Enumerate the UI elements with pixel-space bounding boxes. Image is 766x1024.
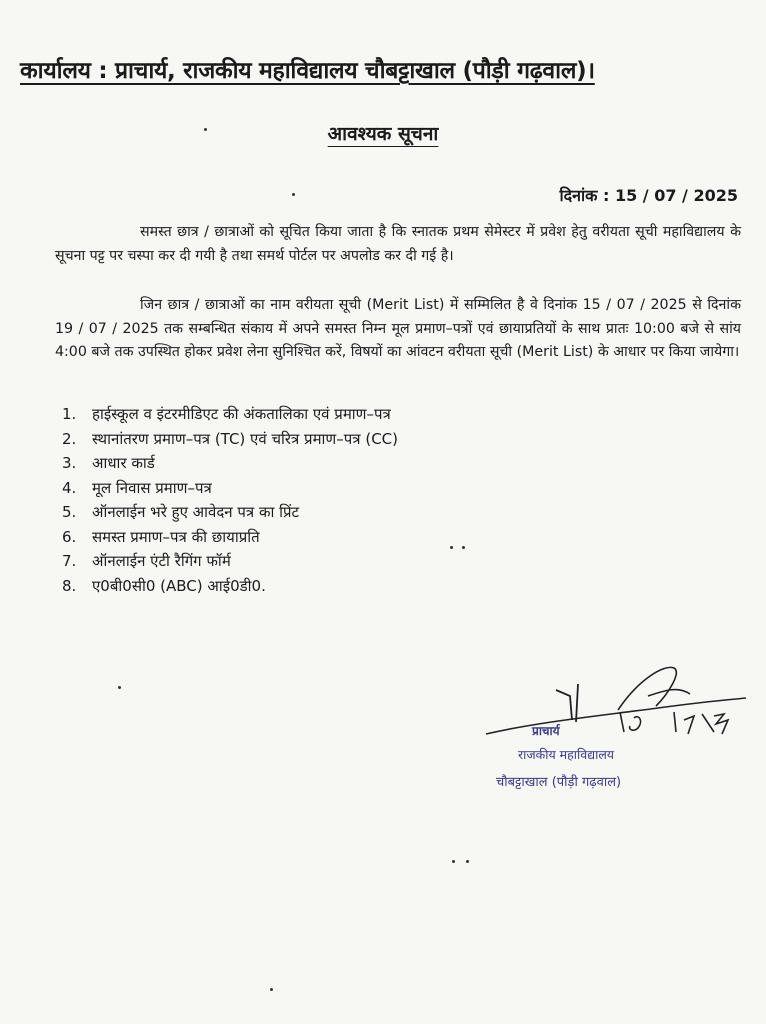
speck — [466, 860, 469, 863]
notice-date: दिनांक : 15 / 07 / 2025 — [559, 186, 738, 205]
stamp-designation: प्राचार्य — [532, 724, 560, 738]
speck — [292, 193, 295, 196]
notice-paragraph-2: जिन छात्र / छात्राओं का नाम वरीयता सूची (Merit List) में सम्मिलित है वे दिनांक 15 / 07 / 2025 से दिनांक 19 / 07 / 2025 तक सम्बन्धित संकाय में अपने समस्त निम्न मूल प्रमाण–पत्रों एवं छायाप्रतियों के साथ प्रातः 10:00 बजे से सांय 4:00 बजे तक उपस्थित होकर प्रवेश लेना सुनिश्चित करें, विषयों का आंवटन वरीयता सूची (Merit List) के आधार पर किया जायेगा। — [55, 297, 741, 360]
speck — [452, 860, 455, 863]
required-documents-list — [62, 402, 398, 598]
list-item: 4. मूल निवास प्रमाण–पत्र — [62, 478, 212, 497]
office-header: कार्यालय : प्राचार्य, राजकीय महाविद्यालय चौबट्टाखाल (पौड़ी गढ़वाल)। — [20, 58, 595, 84]
list-item: 1. हाईस्कूल व इंटरमीडिएट की अंकतालिका एवं प्रमाण–पत्र — [62, 405, 391, 423]
speck — [270, 988, 273, 991]
list-item: 5. ऑनलाईन भरे हुए आवेदन पत्र का प्रिंट — [62, 503, 300, 521]
list-item: 7. ऑनलाईन एंटी रैगिंग फॉर्म — [62, 552, 231, 570]
stamp-college: राजकीय महाविद्यालय — [518, 747, 615, 762]
list-item: 6. समस्त प्रमाण–पत्र की छायाप्रति — [62, 527, 260, 546]
stamp-place: चौबट्टाखाल (पौड़ी गढ़वाल) — [496, 775, 622, 790]
notice-paragraph-1: समस्त छात्र / छात्राओं को सूचित किया जाता है कि स्नातक प्रथम सेमेस्टर में प्रवेश हेतु वरीयता सूची महाविद्यालय के सूचना पट्ट पर चस्पा कर दी गयी है तथा समर्थ पोर्टल पर अपलोड कर दी गई है। — [55, 224, 741, 264]
notice-title: आवश्यक सूचना — [327, 123, 439, 145]
list-item: 3. आधार कार्ड — [62, 454, 155, 472]
speck — [462, 546, 465, 549]
speck — [450, 546, 453, 549]
speck — [118, 686, 121, 689]
list-item: 8. ए0बी0सी0 (ABC) आई0डी0. — [62, 576, 266, 595]
principal-stamp — [478, 650, 766, 820]
list-item: 2. स्थानांतरण प्रमाण–पत्र (TC) एवं चरित्र प्रमाण–पत्र (CC) — [62, 429, 398, 448]
signature-icon — [478, 650, 766, 740]
speck — [204, 128, 207, 131]
